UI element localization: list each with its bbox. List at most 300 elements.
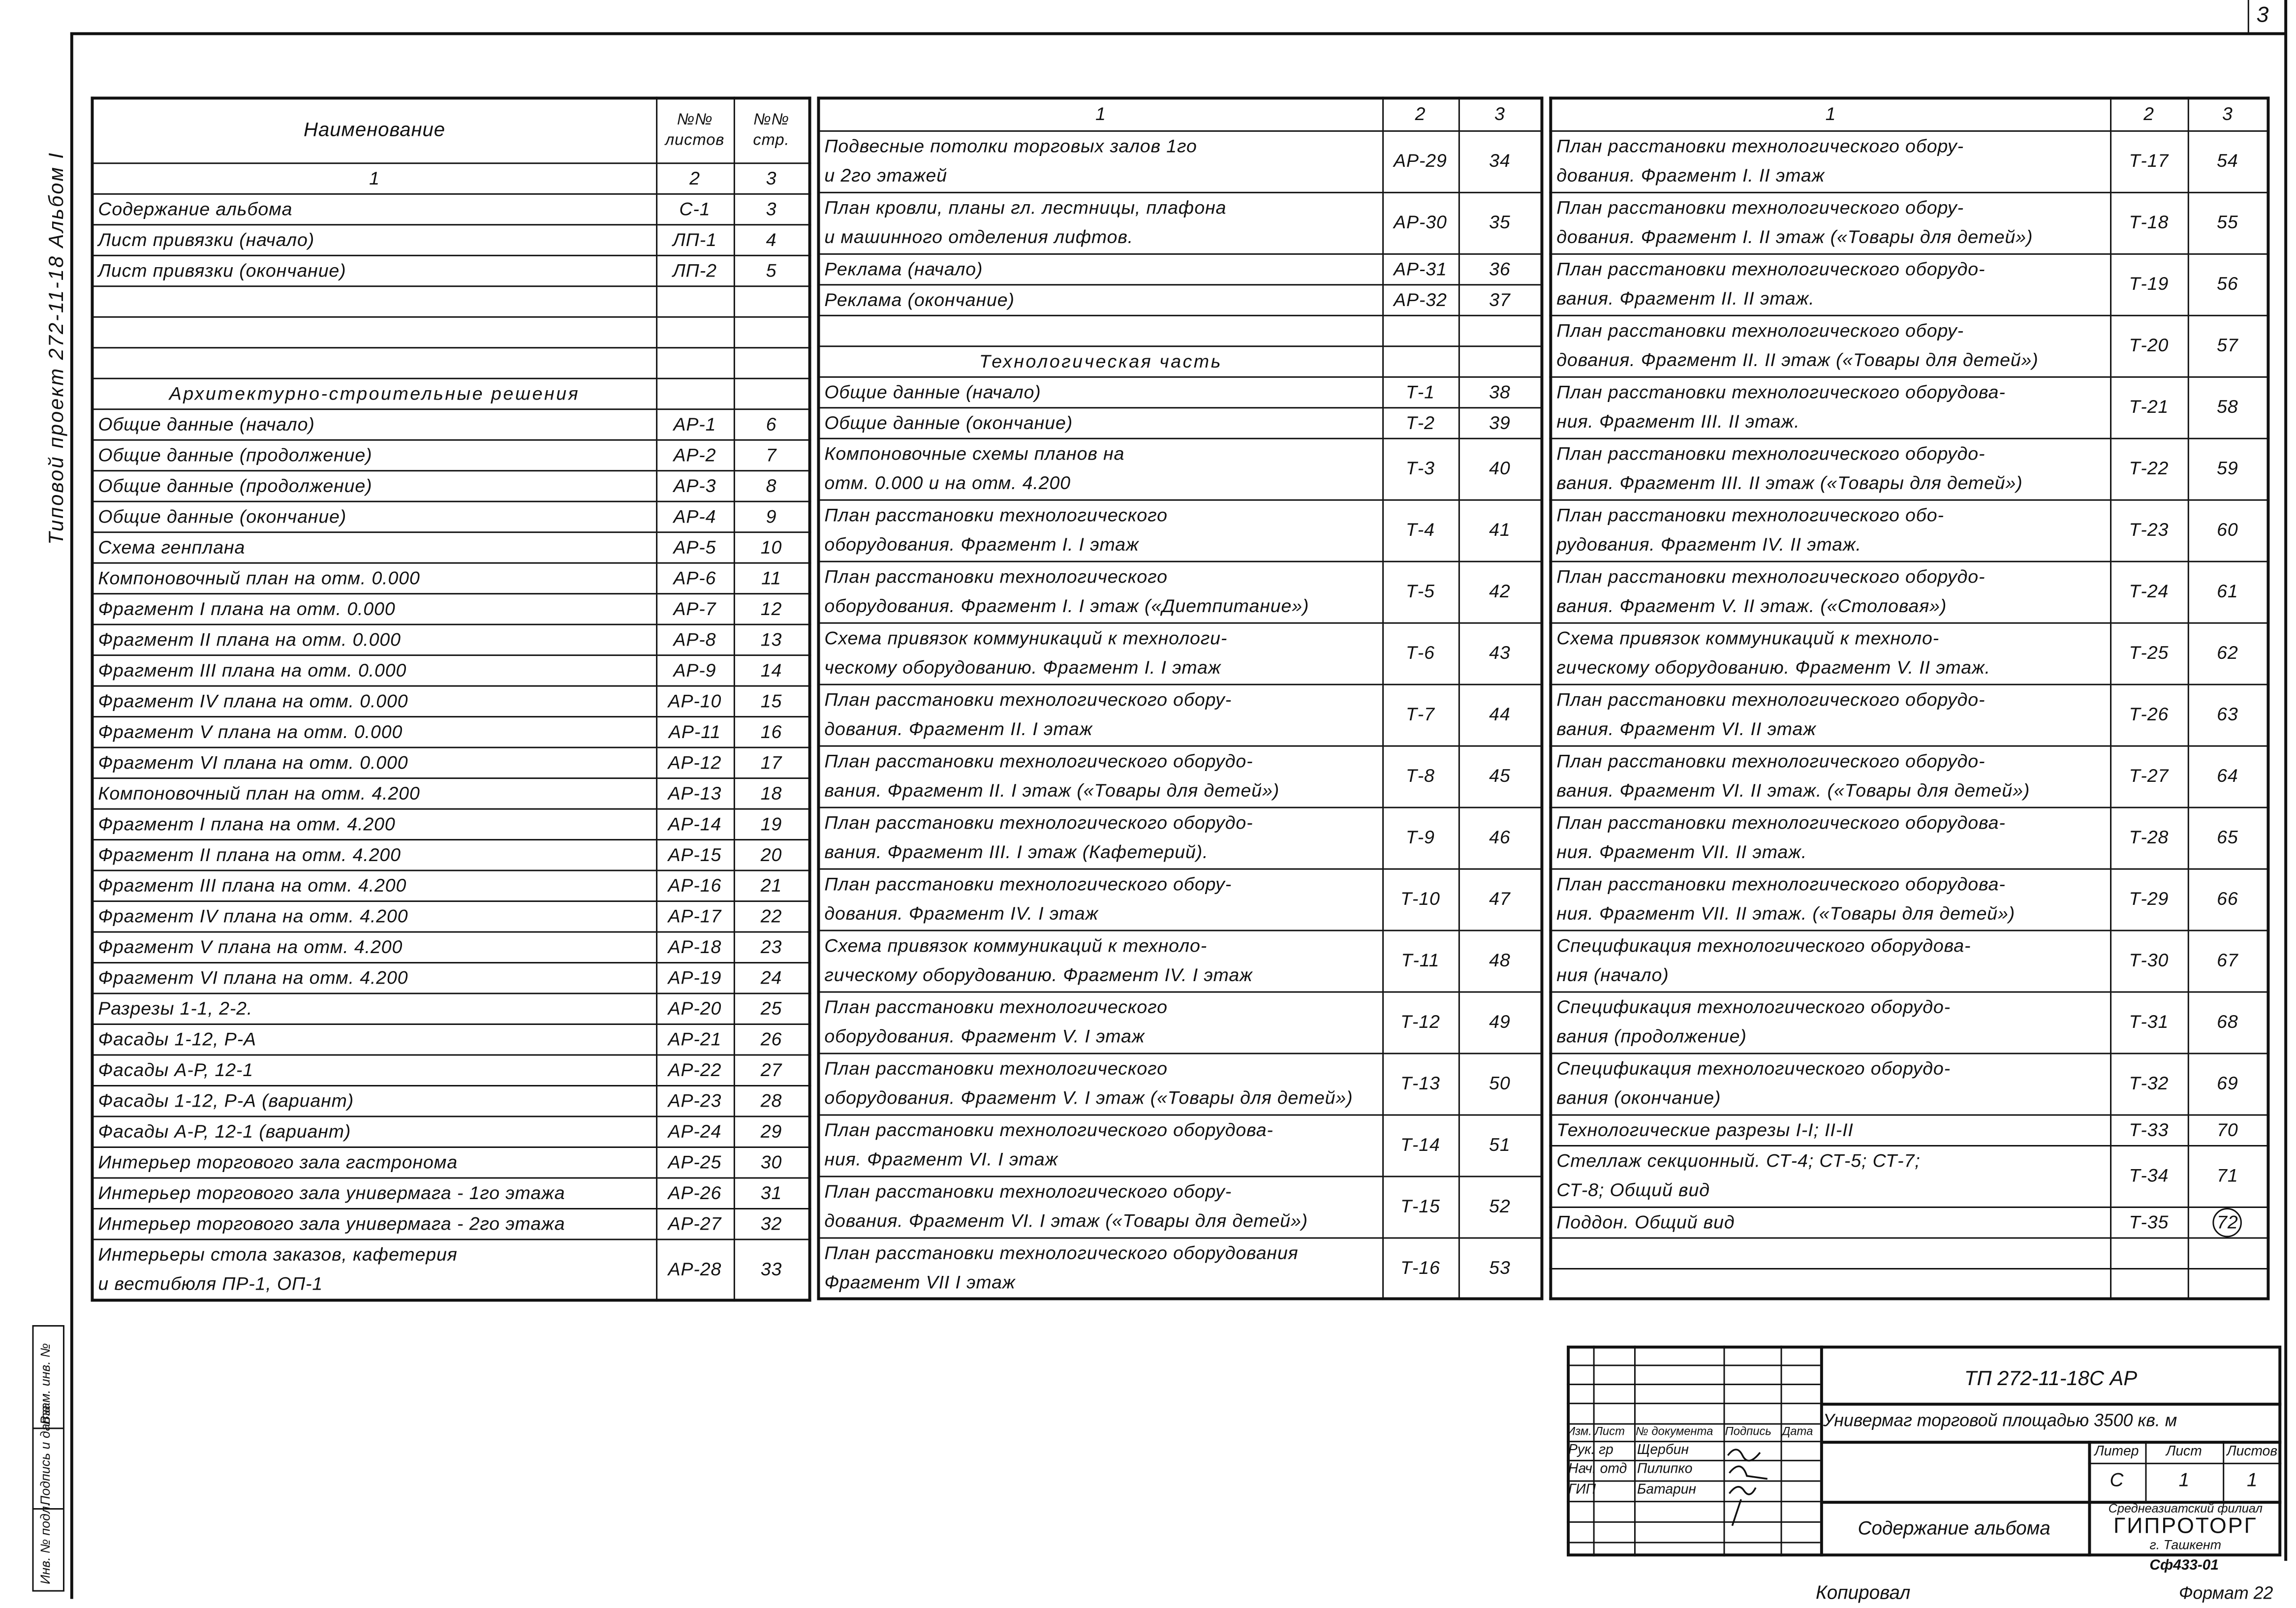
page-number: 20 xyxy=(734,839,810,869)
page-number: 59 xyxy=(2188,438,2268,499)
page-number xyxy=(734,347,810,377)
page-number: 63 xyxy=(2188,684,2268,745)
page-number: 54 xyxy=(2188,130,2268,192)
col-number: 2 xyxy=(2110,98,2188,130)
empty-cell xyxy=(734,378,810,408)
item-name xyxy=(92,347,656,377)
col-label: Лист xyxy=(1594,1424,1625,1438)
org-branch: Среднеазиатский филиал xyxy=(2108,1501,2263,1515)
sheet-code: Т-23 xyxy=(2110,499,2188,561)
page-number: 24 xyxy=(734,962,810,992)
item-name: План расстановки технологического оборудова- ния. Фрагмент VII. II этаж. xyxy=(1551,807,2110,868)
col-number: 1 xyxy=(818,98,1382,130)
sheet-code: АР-2 xyxy=(656,439,734,470)
table-row xyxy=(92,900,809,931)
sheet-code: Т-31 xyxy=(2110,991,2188,1053)
col-label: Подпись xyxy=(1725,1424,1771,1438)
table-row xyxy=(92,1023,809,1054)
table-row xyxy=(818,991,1542,1053)
page-number: 39 xyxy=(1458,407,1542,437)
table-row xyxy=(1551,930,2268,991)
item-name: Фрагмент IV плана на отм. 4.200 xyxy=(92,900,656,931)
sheet-code: АР-4 xyxy=(656,501,734,531)
sheet-code: Т-28 xyxy=(2110,807,2188,868)
person-name: Щербин xyxy=(1637,1442,1689,1458)
item-name: План расстановки технологического оборудо- вания. Фрагмент III. I этаж (Кафетерий). xyxy=(818,807,1382,868)
table-row xyxy=(1551,622,2268,684)
page-number: 16 xyxy=(734,716,810,746)
page-number: 71 xyxy=(2188,1145,2268,1206)
item-name: Лист привязки (окончание) xyxy=(92,255,656,285)
page-number: 65 xyxy=(2188,807,2268,868)
empty-cell xyxy=(1458,345,1542,376)
header-name: Наименование xyxy=(92,98,656,162)
item-name: Спецификация технологического оборудо- вания (продолжение) xyxy=(1551,991,2110,1053)
col-number: 3 xyxy=(1458,98,1542,130)
sheet-code: АР-5 xyxy=(656,531,734,562)
table-row xyxy=(1551,253,2268,315)
sheet-code: Т-20 xyxy=(2110,315,2188,376)
sheet-code: АР-19 xyxy=(656,962,734,992)
page-number: 38 xyxy=(1458,376,1542,407)
grid-line xyxy=(1567,1403,1820,1404)
table-row xyxy=(92,470,809,500)
table-row xyxy=(92,193,809,224)
stamp-label: Инв. № подл. xyxy=(38,1502,53,1584)
person-name: Батарин xyxy=(1637,1482,1697,1498)
page-number xyxy=(2188,1237,2268,1268)
grid-line xyxy=(1634,1346,1636,1557)
page-number: 21 xyxy=(734,870,810,900)
item-name: План расстановки технологического обору- дования. Фрагмент II. I этаж xyxy=(818,684,1382,745)
page-number: 11 xyxy=(734,562,810,593)
item-name: Схема генплана xyxy=(92,531,656,562)
item-name: План расстановки технологического оборудова- ния. Фрагмент VII. II этаж. («Товары для детей») xyxy=(1551,868,2110,930)
stamp-label: Подпись и дата xyxy=(38,1405,53,1506)
sheet-code xyxy=(1382,315,1458,345)
table-row xyxy=(1551,1206,2268,1237)
item-name: Реклама (начало) xyxy=(818,253,1382,284)
copied-by-label: Копировал xyxy=(1815,1581,1911,1604)
sheet-code: АР-8 xyxy=(656,624,734,654)
sheet-code: ЛП-1 xyxy=(656,224,734,254)
table-row xyxy=(818,561,1542,622)
item-name: План расстановки технологического обору- дования. Фрагмент I. II этаж («Товары для детей») xyxy=(1551,192,2110,253)
item-name: Схема привязок коммуникаций к техноло- гическому оборудованию. Фрагмент IV. I этаж xyxy=(818,930,1382,991)
page-number: 41 xyxy=(1458,499,1542,561)
item-name: Фрагмент I плана на отм. 0.000 xyxy=(92,593,656,623)
page-number: 7 xyxy=(734,439,810,470)
page-number: 56 xyxy=(2188,253,2268,315)
page-number xyxy=(734,285,810,316)
item-name: План расстановки технологического оборудо- вания. Фрагмент VI. II этаж xyxy=(1551,684,2110,745)
table-row xyxy=(92,1208,809,1238)
page-number xyxy=(734,316,810,347)
table-row xyxy=(92,685,809,716)
item-name: План расстановки технологического оборудования. Фрагмент I. I этаж («Диетпитание») xyxy=(818,561,1382,622)
page-number: 4 xyxy=(734,224,810,254)
table-row xyxy=(92,347,809,377)
item-name: Спецификация технологического оборудова- ния (начало) xyxy=(1551,930,2110,991)
sheet-code: Т-10 xyxy=(1382,868,1458,930)
item-name xyxy=(1551,1237,2110,1268)
page-number: 13 xyxy=(734,624,810,654)
sheet-code: АР-28 xyxy=(656,1239,734,1300)
table-row xyxy=(818,1053,1542,1114)
table-row xyxy=(92,408,809,439)
contents-table-continued xyxy=(817,96,1543,1300)
page-number: 52 xyxy=(1458,1176,1542,1237)
item-name: Фасады А-Р, 12-1 xyxy=(92,1054,656,1085)
sheet-code xyxy=(656,316,734,347)
signatures xyxy=(1723,1441,1797,1529)
page-number: 25 xyxy=(734,993,810,1023)
table-row xyxy=(1551,991,2268,1053)
sheet-code: Т-19 xyxy=(2110,253,2188,315)
item-name: План расстановки технологического обору- дования. Фрагмент II. II этаж («Товары для детей») xyxy=(1551,315,2110,376)
item-name: Фрагмент II плана на отм. 0.000 xyxy=(92,624,656,654)
table-row xyxy=(818,253,1542,284)
item-name: Фрагмент III плана на отм. 4.200 xyxy=(92,870,656,900)
item-name: Спецификация технологического оборудо- вания (окончание) xyxy=(1551,1053,2110,1114)
role: ГИП xyxy=(1568,1482,1596,1498)
page-number: 14 xyxy=(734,654,810,685)
table-row xyxy=(92,285,809,316)
page-number: 12 xyxy=(734,593,810,623)
page-number: 64 xyxy=(2188,745,2268,807)
sheet-code: АР-7 xyxy=(656,593,734,623)
table-row xyxy=(92,1054,809,1085)
page-number: 19 xyxy=(734,808,810,839)
col-label: № документа xyxy=(1635,1424,1713,1438)
sheet-code: Т-17 xyxy=(2110,130,2188,192)
page-number xyxy=(2188,1268,2268,1299)
sheet-code: АР-20 xyxy=(656,993,734,1023)
sheets-total-value: 1 xyxy=(2246,1468,2258,1491)
item-name: Фасады 1-12, Р-А (вариант) xyxy=(92,1085,656,1115)
table-row xyxy=(818,622,1542,684)
sheet-code: Т-15 xyxy=(1382,1176,1458,1237)
item-name: Общие данные (продолжение) xyxy=(92,470,656,500)
page-number: 46 xyxy=(1458,807,1542,868)
item-name: План расстановки технологического оборудования. Фрагмент V. I этаж xyxy=(818,991,1382,1053)
table-row xyxy=(92,962,809,992)
page-number: 33 xyxy=(734,1239,810,1300)
page-number: 45 xyxy=(1458,745,1542,807)
section-heading-row xyxy=(818,345,1542,376)
page-number: 48 xyxy=(1458,930,1542,991)
table-row xyxy=(92,1116,809,1146)
item-name xyxy=(92,285,656,316)
item-name: План расстановки технологического оборудования. Фрагмент I. I этаж xyxy=(818,499,1382,561)
document-code: ТП 272-11-18С АР xyxy=(1964,1366,2138,1390)
sheet-code: Т-29 xyxy=(2110,868,2188,930)
org-city: г. Ташкент xyxy=(2149,1537,2222,1552)
sheet-code: Т-4 xyxy=(1382,499,1458,561)
section-heading-row xyxy=(92,378,809,408)
sheet-code: АР-3 xyxy=(656,470,734,500)
page-number: 44 xyxy=(1458,684,1542,745)
item-name: Содержание альбома xyxy=(92,193,656,224)
table-row xyxy=(1551,1053,2268,1114)
table-row xyxy=(1551,1237,2268,1268)
table-row xyxy=(1551,438,2268,499)
table-row xyxy=(1551,130,2268,192)
org-name: ГИПРОТОРГ xyxy=(2113,1514,2258,1539)
item-name: Общие данные (продолжение) xyxy=(92,439,656,470)
item-name: Фрагмент VI плана на отм. 0.000 xyxy=(92,747,656,777)
item-name: Интерьер торгового зала гастронома xyxy=(92,1146,656,1177)
page-number: 31 xyxy=(734,1177,810,1208)
col-number: 2 xyxy=(1382,98,1458,130)
page-number: 3 xyxy=(734,193,810,224)
table-row xyxy=(92,654,809,685)
item-name: Поддон. Общий вид xyxy=(1551,1206,2110,1237)
sheet-code: АР-18 xyxy=(656,931,734,962)
sheet-code: АР-32 xyxy=(1382,284,1458,314)
item-name xyxy=(818,315,1382,345)
sheet-code: АР-10 xyxy=(656,685,734,716)
empty-cell xyxy=(656,378,734,408)
sheet-code: АР-12 xyxy=(656,747,734,777)
table-row xyxy=(818,407,1542,437)
sheet-code: Т-14 xyxy=(1382,1114,1458,1176)
item-name: Компоновочный план на отм. 0.000 xyxy=(92,562,656,593)
page-number: 36 xyxy=(1458,253,1542,284)
sheet-code xyxy=(2110,1268,2188,1299)
page-number: 50 xyxy=(1458,1053,1542,1114)
circled-page-number: 72 xyxy=(2213,1207,2242,1237)
sheet-code: Т-30 xyxy=(2110,930,2188,991)
sheet-code: Т-5 xyxy=(1382,561,1458,622)
item-name: Реклама (окончание) xyxy=(818,284,1382,314)
sheet-code: АР-27 xyxy=(656,1208,734,1238)
item-name: Фрагмент VI плана на отм. 4.200 xyxy=(92,962,656,992)
sheet-code: Т-12 xyxy=(1382,991,1458,1053)
page-number: 55 xyxy=(2188,192,2268,253)
col-number: 3 xyxy=(2188,98,2268,130)
page-number: 18 xyxy=(734,777,810,808)
page-number: 37 xyxy=(1458,284,1542,314)
item-name: План расстановки технологического обо- рудования. Фрагмент IV. II этаж. xyxy=(1551,499,2110,561)
page-number: 60 xyxy=(2188,499,2268,561)
item-name: Схема привязок коммуникаций к техноло- гическому оборудованию. Фрагмент V. II этаж. xyxy=(1551,622,2110,684)
sheet-code: АР-14 xyxy=(656,808,734,839)
table-row xyxy=(1551,1145,2268,1206)
item-name xyxy=(92,316,656,347)
side-caption: Типовой проект 272-11-18 Альбом I xyxy=(44,151,67,545)
sheet-code: Т-9 xyxy=(1382,807,1458,868)
item-name: План расстановки технологического обору- дования. Фрагмент I. II этаж xyxy=(1551,130,2110,192)
table-row xyxy=(1551,499,2268,561)
page-number: 35 xyxy=(1458,192,1542,253)
item-name: Общие данные (окончание) xyxy=(818,407,1382,437)
table-row xyxy=(92,808,809,839)
table-row xyxy=(92,716,809,746)
page-number: 27 xyxy=(734,1054,810,1085)
sheet-code: Т-18 xyxy=(2110,192,2188,253)
sheet-code: АР-30 xyxy=(1382,192,1458,253)
sheet-code: Т-7 xyxy=(1382,684,1458,745)
sheet-code: АР-29 xyxy=(1382,130,1458,192)
object-name: Универмаг торговой площадью 3500 кв. м xyxy=(1823,1410,2177,1431)
grid-line xyxy=(1820,1403,2281,1406)
table-row xyxy=(818,807,1542,868)
table-row xyxy=(92,531,809,562)
item-name: Общие данные (окончание) xyxy=(92,501,656,531)
sheet-code: ЛП-2 xyxy=(656,255,734,285)
item-name: План расстановки технологического оборудования Фрагмент VII I этаж xyxy=(818,1237,1382,1299)
person-name: Пилипко xyxy=(1637,1461,1693,1478)
col-number: 1 xyxy=(1551,98,2110,130)
table-row xyxy=(92,593,809,623)
item-name: План расстановки технологического оборудования. Фрагмент V. I этаж («Товары для детей») xyxy=(818,1053,1382,1114)
table-row xyxy=(818,745,1542,807)
contents-table-technology xyxy=(1549,96,2269,1300)
sheet-code: АР-9 xyxy=(656,654,734,685)
grid-line xyxy=(1567,1542,1820,1543)
table-row xyxy=(1551,1268,2268,1299)
page-number: 28 xyxy=(734,1085,810,1115)
item-name: Компоновочные схемы планов на отм. 0.000 и на отм. 4.200 xyxy=(818,438,1382,499)
frame-right xyxy=(2284,0,2287,1561)
page-number: 70 xyxy=(2188,1114,2268,1145)
page-number: 58 xyxy=(2188,376,2268,438)
sheet-code: АР-17 xyxy=(656,900,734,931)
item-name: План кровли, планы гл. лестницы, плафона и машинного отделения лифтов. xyxy=(818,192,1382,253)
sheet-code: Т-3 xyxy=(1382,438,1458,499)
header-pages: №№ стр. xyxy=(734,98,810,162)
sheet-code: Т-25 xyxy=(2110,622,2188,684)
table-row xyxy=(818,1237,1542,1299)
table-row xyxy=(1551,684,2268,745)
sheet-code: Т-33 xyxy=(2110,1114,2188,1145)
page-number-box xyxy=(2248,0,2249,32)
col-number: 1 xyxy=(92,162,656,193)
item-name: Общие данные (начало) xyxy=(818,376,1382,407)
item-name: Интерьер торгового зала универмага - 1го этажа xyxy=(92,1177,656,1208)
table-row xyxy=(92,870,809,900)
page-number: 22 xyxy=(734,900,810,931)
sheet-code: АР-13 xyxy=(656,777,734,808)
header-sheets: №№ листов xyxy=(656,98,734,162)
table-row xyxy=(1551,376,2268,438)
item-name: План расстановки технологического оборудова- ния. Фрагмент VI. I этаж xyxy=(818,1114,1382,1176)
table-row xyxy=(818,192,1542,253)
item-name: Фрагмент V плана на отм. 4.200 xyxy=(92,931,656,962)
col-number: 2 xyxy=(656,162,734,193)
page-number: 51 xyxy=(1458,1114,1542,1176)
sheet-code: Т-6 xyxy=(1382,622,1458,684)
item-name: Технологические разрезы I-I; II-II xyxy=(1551,1114,2110,1145)
page-number: 43 xyxy=(1458,622,1542,684)
col-label: Изм. xyxy=(1567,1424,1592,1438)
sheet-code xyxy=(656,347,734,377)
table-row xyxy=(818,930,1542,991)
item-name: План расстановки технологического оборудо- вания. Фрагмент VI. II этаж. («Товары для детей») xyxy=(1551,745,2110,807)
table-row xyxy=(818,868,1542,930)
page-number: 10 xyxy=(734,531,810,562)
sheet-code: С-1 xyxy=(656,193,734,224)
sheet-code: АР-22 xyxy=(656,1054,734,1085)
sheet-code: АР-31 xyxy=(1382,253,1458,284)
table-row xyxy=(818,315,1542,345)
sheet-code: Т-13 xyxy=(1382,1053,1458,1114)
item-name: Стеллаж секционный. СТ-4; СТ-5; СТ-7; СТ-8; Общий вид xyxy=(1551,1145,2110,1206)
sheet-code: АР-23 xyxy=(656,1085,734,1115)
page-number: 47 xyxy=(1458,868,1542,930)
col-label: Дата xyxy=(1782,1424,1813,1438)
table-row xyxy=(1551,868,2268,930)
stage-label: Листов xyxy=(2227,1444,2278,1460)
table-row xyxy=(92,1177,809,1208)
sheet-code xyxy=(656,285,734,316)
page-number: 61 xyxy=(2188,561,2268,622)
table-row xyxy=(92,316,809,347)
item-name: План расстановки технологического оборудо- вания. Фрагмент V. II этаж. («Столовая») xyxy=(1551,561,2110,622)
table-row xyxy=(1551,807,2268,868)
sheet-code: АР-11 xyxy=(656,716,734,746)
grid-line xyxy=(1567,1384,1820,1385)
item-name: План расстановки технологического оборудо- вания. Фрагмент II. I этаж («Товары для детей») xyxy=(818,745,1382,807)
page-number: 17 xyxy=(734,747,810,777)
item-name: Фрагмент V плана на отм. 0.000 xyxy=(92,716,656,746)
table-row xyxy=(92,839,809,869)
page-number: 6 xyxy=(734,408,810,439)
page-number: 23 xyxy=(734,931,810,962)
sheet-code: Т-35 xyxy=(2110,1206,2188,1237)
sheet-code: Т-22 xyxy=(2110,438,2188,499)
stamp-label: Взам. инв. № xyxy=(38,1343,53,1425)
item-name: Фасады А-Р, 12-1 (вариант) xyxy=(92,1116,656,1146)
item-name: План расстановки технологического оборудо- вания. Фрагмент III. II этаж («Товары для детей») xyxy=(1551,438,2110,499)
table-row xyxy=(818,284,1542,314)
sheet-code: Т-1 xyxy=(1382,376,1458,407)
sheet-code: АР-6 xyxy=(656,562,734,593)
format-label: Формат 22 xyxy=(2178,1582,2273,1604)
item-name: Разрезы 1-1, 2-2. xyxy=(92,993,656,1023)
page-number: 42 xyxy=(1458,561,1542,622)
table-row xyxy=(818,438,1542,499)
page-number: 62 xyxy=(2188,622,2268,684)
table-row xyxy=(1551,192,2268,253)
item-name: Фрагмент II плана на отм. 4.200 xyxy=(92,839,656,869)
page-number: 40 xyxy=(1458,438,1542,499)
page-number: 49 xyxy=(1458,991,1542,1053)
sheet-code: АР-15 xyxy=(656,839,734,869)
page-number: 34 xyxy=(1458,130,1542,192)
table-row xyxy=(92,1085,809,1115)
sheet-code: АР-25 xyxy=(656,1146,734,1177)
page-number: 8 xyxy=(734,470,810,500)
sheet-code: Т-16 xyxy=(1382,1237,1458,1299)
order-number: Сф433-01 xyxy=(2149,1558,2219,1574)
table-row xyxy=(818,499,1542,561)
grid-line xyxy=(1567,1364,1820,1366)
page-number: 68 xyxy=(2188,991,2268,1053)
table-row xyxy=(92,624,809,654)
sheet-code: АР-16 xyxy=(656,870,734,900)
table-row xyxy=(92,747,809,777)
item-name: Фасады 1-12, Р-А xyxy=(92,1023,656,1054)
page-number xyxy=(1458,315,1542,345)
item-name xyxy=(1551,1268,2110,1299)
table-row xyxy=(92,501,809,531)
grid-line xyxy=(2088,1463,2281,1464)
item-name: Интерьер торгового зала универмага - 2го этажа xyxy=(92,1208,656,1238)
sheet-title: Содержание альбома xyxy=(1858,1516,2050,1539)
contents-table-architecture xyxy=(91,96,811,1301)
